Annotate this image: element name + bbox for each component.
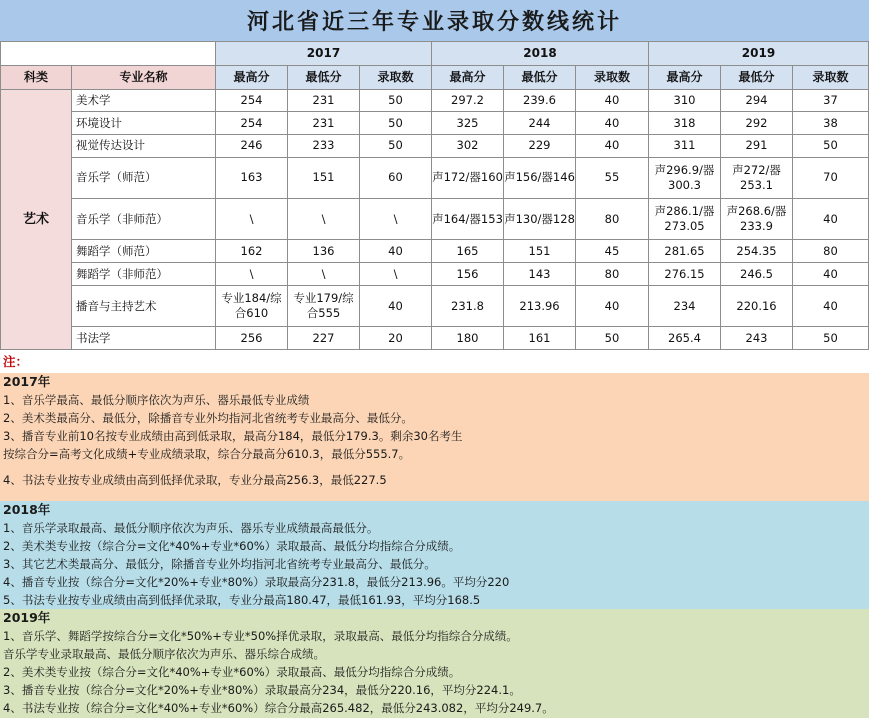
score-cell: 40 [793,285,869,326]
score-cell: 297.2 [432,89,504,112]
score-cell: 302 [432,135,504,158]
score-cell: \ [360,263,432,286]
score-cell: 276.15 [649,263,721,286]
score-cell: 281.65 [649,240,721,263]
score-cell: 231 [288,112,360,135]
score-cell: 161 [504,327,576,350]
note-line: 1、音乐学最高、最低分顺序依次为声乐、器乐最低专业成绩 [3,393,310,407]
score-cell: 243 [721,327,793,350]
note-line: 4、书法专业按专业成绩由高到低择优录取，专业分最高256.3，最低227.5 [3,473,387,487]
table-row [1,240,869,263]
score-cell: 50 [576,327,649,350]
major-name-cell: 书法学 [72,327,216,350]
score-cell: 40 [360,285,432,326]
score-cell: 294 [721,89,793,112]
score-cell: 80 [576,199,649,240]
score-cell: 55 [576,157,649,198]
admission-score-table [0,41,869,350]
notes-label: 注： [3,354,29,369]
score-cell: 165 [432,240,504,263]
score-cell: \ [360,199,432,240]
score-cell: 233 [288,135,360,158]
note-line: 4、书法专业按（综合分=文化*40%+专业*60%）综合分最高265.482，最低分243.082，平均分249.7。 [3,701,554,715]
col-header-major: 专业名称 [72,65,216,89]
note-line: 1、音乐学录取最高、最低分顺序依次为声乐、器乐专业成绩最高最低分。 [3,521,379,535]
col-header-admitted: 录取数 [793,65,869,89]
score-cell: 151 [288,157,360,198]
score-cell: 37 [793,89,869,112]
score-cell: 50 [793,327,869,350]
score-cell: 50 [360,112,432,135]
note-line: 3、播音专业按（综合分=文化*20%+专业*80%）录取最高分234，最低分220.16，平均分224.1。 [3,683,521,697]
column-header-row [1,65,869,89]
col-header-max: 最高分 [216,65,288,89]
year-header-2017: 2017 [216,42,432,66]
note-line: 3、播音专业前10名按专业成绩由高到低录取，最高分184，最低分179.3。剩余30名考生 [3,429,463,443]
major-name-cell: 音乐学（非师范） [72,199,216,240]
score-cell: \ [216,263,288,286]
score-cell: 80 [576,263,649,286]
table-row [1,327,869,350]
col-header-max: 最高分 [432,65,504,89]
score-cell: 40 [576,112,649,135]
table-row [1,285,869,326]
score-cell: 256 [216,327,288,350]
score-cell: 231 [288,89,360,112]
col-header-min: 最低分 [721,65,793,89]
score-cell: 291 [721,135,793,158]
score-cell: 38 [793,112,869,135]
note-line: 按综合分=高考文化成绩+专业成绩录取，综合分最高分610.3，最低分555.7。 [3,447,411,461]
page-title: 河北省近三年专业录取分数线统计 [0,0,869,42]
notes-2018 [0,501,869,609]
score-cell: 254 [216,112,288,135]
score-cell: 声130/器128 [504,199,576,240]
score-cell: 318 [649,112,721,135]
score-cell: 声268.6/器233.9 [721,199,793,240]
year-header-2019: 2019 [649,42,869,66]
score-cell: 专业179/综合555 [288,285,360,326]
score-cell: 162 [216,240,288,263]
table-row [1,112,869,135]
score-cell: \ [288,199,360,240]
col-header-admitted: 录取数 [360,65,432,89]
score-cell: \ [288,263,360,286]
major-name-cell: 环境设计 [72,112,216,135]
note-line: 2、美术类最高分、最低分，除播音专业外均指河北省统考专业最高分、最低分。 [3,411,413,425]
notes-heading: 2017年 [3,374,51,389]
table-row [1,135,869,158]
score-cell: 220.16 [721,285,793,326]
score-cell: 234 [649,285,721,326]
note-line: 4、播音专业按（综合分=文化*20%+专业*80%）录取最高分231.8，最低分213.96。平均分220 [3,575,510,589]
score-cell: 45 [576,240,649,263]
score-cell: 50 [793,135,869,158]
table-row [1,157,869,198]
score-cell: 151 [504,240,576,263]
score-cell: 143 [504,263,576,286]
col-header-max: 最高分 [649,65,721,89]
note-line: 音乐学专业录取最高、最低分顺序依次为声乐、器乐综合成绩。 [3,647,325,661]
score-cell: 246.5 [721,263,793,286]
col-header-admitted: 录取数 [576,65,649,89]
blank-header-cell [1,42,216,66]
table-row [1,89,869,112]
score-cell: 40 [360,240,432,263]
score-cell: 231.8 [432,285,504,326]
major-name-cell: 舞蹈学（非师范） [72,263,216,286]
score-cell: 163 [216,157,288,198]
table-row [1,263,869,286]
score-cell: 声164/器153 [432,199,504,240]
col-header-min: 最低分 [504,65,576,89]
score-cell: 40 [576,135,649,158]
year-header-row [1,42,869,66]
score-cell: 声156/器146 [504,157,576,198]
score-cell: 声172/器160 [432,157,504,198]
major-name-cell: 音乐学（师范） [72,157,216,198]
score-cell: 310 [649,89,721,112]
score-cell: 声272/器253.1 [721,157,793,198]
note-line: 1、音乐学、舞蹈学按综合分=文化*50%+专业*50%择优录取，录取最高、最低分均指综合分成绩。 [3,629,518,643]
score-cell: 265.4 [649,327,721,350]
score-cell: 213.96 [504,285,576,326]
score-cell: 声296.9/器300.3 [649,157,721,198]
col-header-category: 科类 [1,65,72,89]
score-cell: 60 [360,157,432,198]
score-cell: \ [216,199,288,240]
notes-2017 [0,373,869,501]
major-name-cell: 播音与主持艺术 [72,285,216,326]
score-cell: 254 [216,89,288,112]
score-cell: 20 [360,327,432,350]
score-cell: 254.35 [721,240,793,263]
score-cell: 246 [216,135,288,158]
score-cell: 156 [432,263,504,286]
major-name-cell: 舞蹈学（师范） [72,240,216,263]
score-cell: 40 [576,285,649,326]
score-cell: 292 [721,112,793,135]
note-line: 2、美术类专业按（综合分=文化*40%+专业*60%）录取最高、最低分均指综合分成绩。 [3,665,461,679]
col-header-min: 最低分 [288,65,360,89]
score-cell: 180 [432,327,504,350]
note-line: 5、书法专业按专业成绩由高到低择优录取，专业分最高180.47，最低161.93，平均分168.5 [3,593,481,607]
note-line: 2、美术类专业按（综合分=文化*40%+专业*60%）录取最高、最低分均指综合分成绩。 [3,539,461,553]
score-cell: 声286.1/器273.05 [649,199,721,240]
score-cell: 40 [576,89,649,112]
category-cell: 艺术 [1,89,72,349]
score-cell: 136 [288,240,360,263]
score-cell: 229 [504,135,576,158]
score-cell: 325 [432,112,504,135]
score-cell: 40 [793,263,869,286]
score-cell: 311 [649,135,721,158]
notes-heading: 2018年 [3,502,51,517]
notes-heading: 2019年 [3,610,51,625]
score-cell: 227 [288,327,360,350]
year-header-2018: 2018 [432,42,649,66]
score-cell: 80 [793,240,869,263]
table-row [1,199,869,240]
score-cell: 专业184/综合610 [216,285,288,326]
note-line: 3、其它艺术类最高分、最低分，除播音专业外均指河北省统考专业最高分、最低分。 [3,557,436,571]
score-cell: 239.6 [504,89,576,112]
score-cell: 70 [793,157,869,198]
notes-2019 [0,609,869,718]
score-cell: 40 [793,199,869,240]
major-name-cell: 美术学 [72,89,216,112]
major-name-cell: 视觉传达设计 [72,135,216,158]
score-cell: 50 [360,135,432,158]
score-cell: 50 [360,89,432,112]
score-cell: 244 [504,112,576,135]
